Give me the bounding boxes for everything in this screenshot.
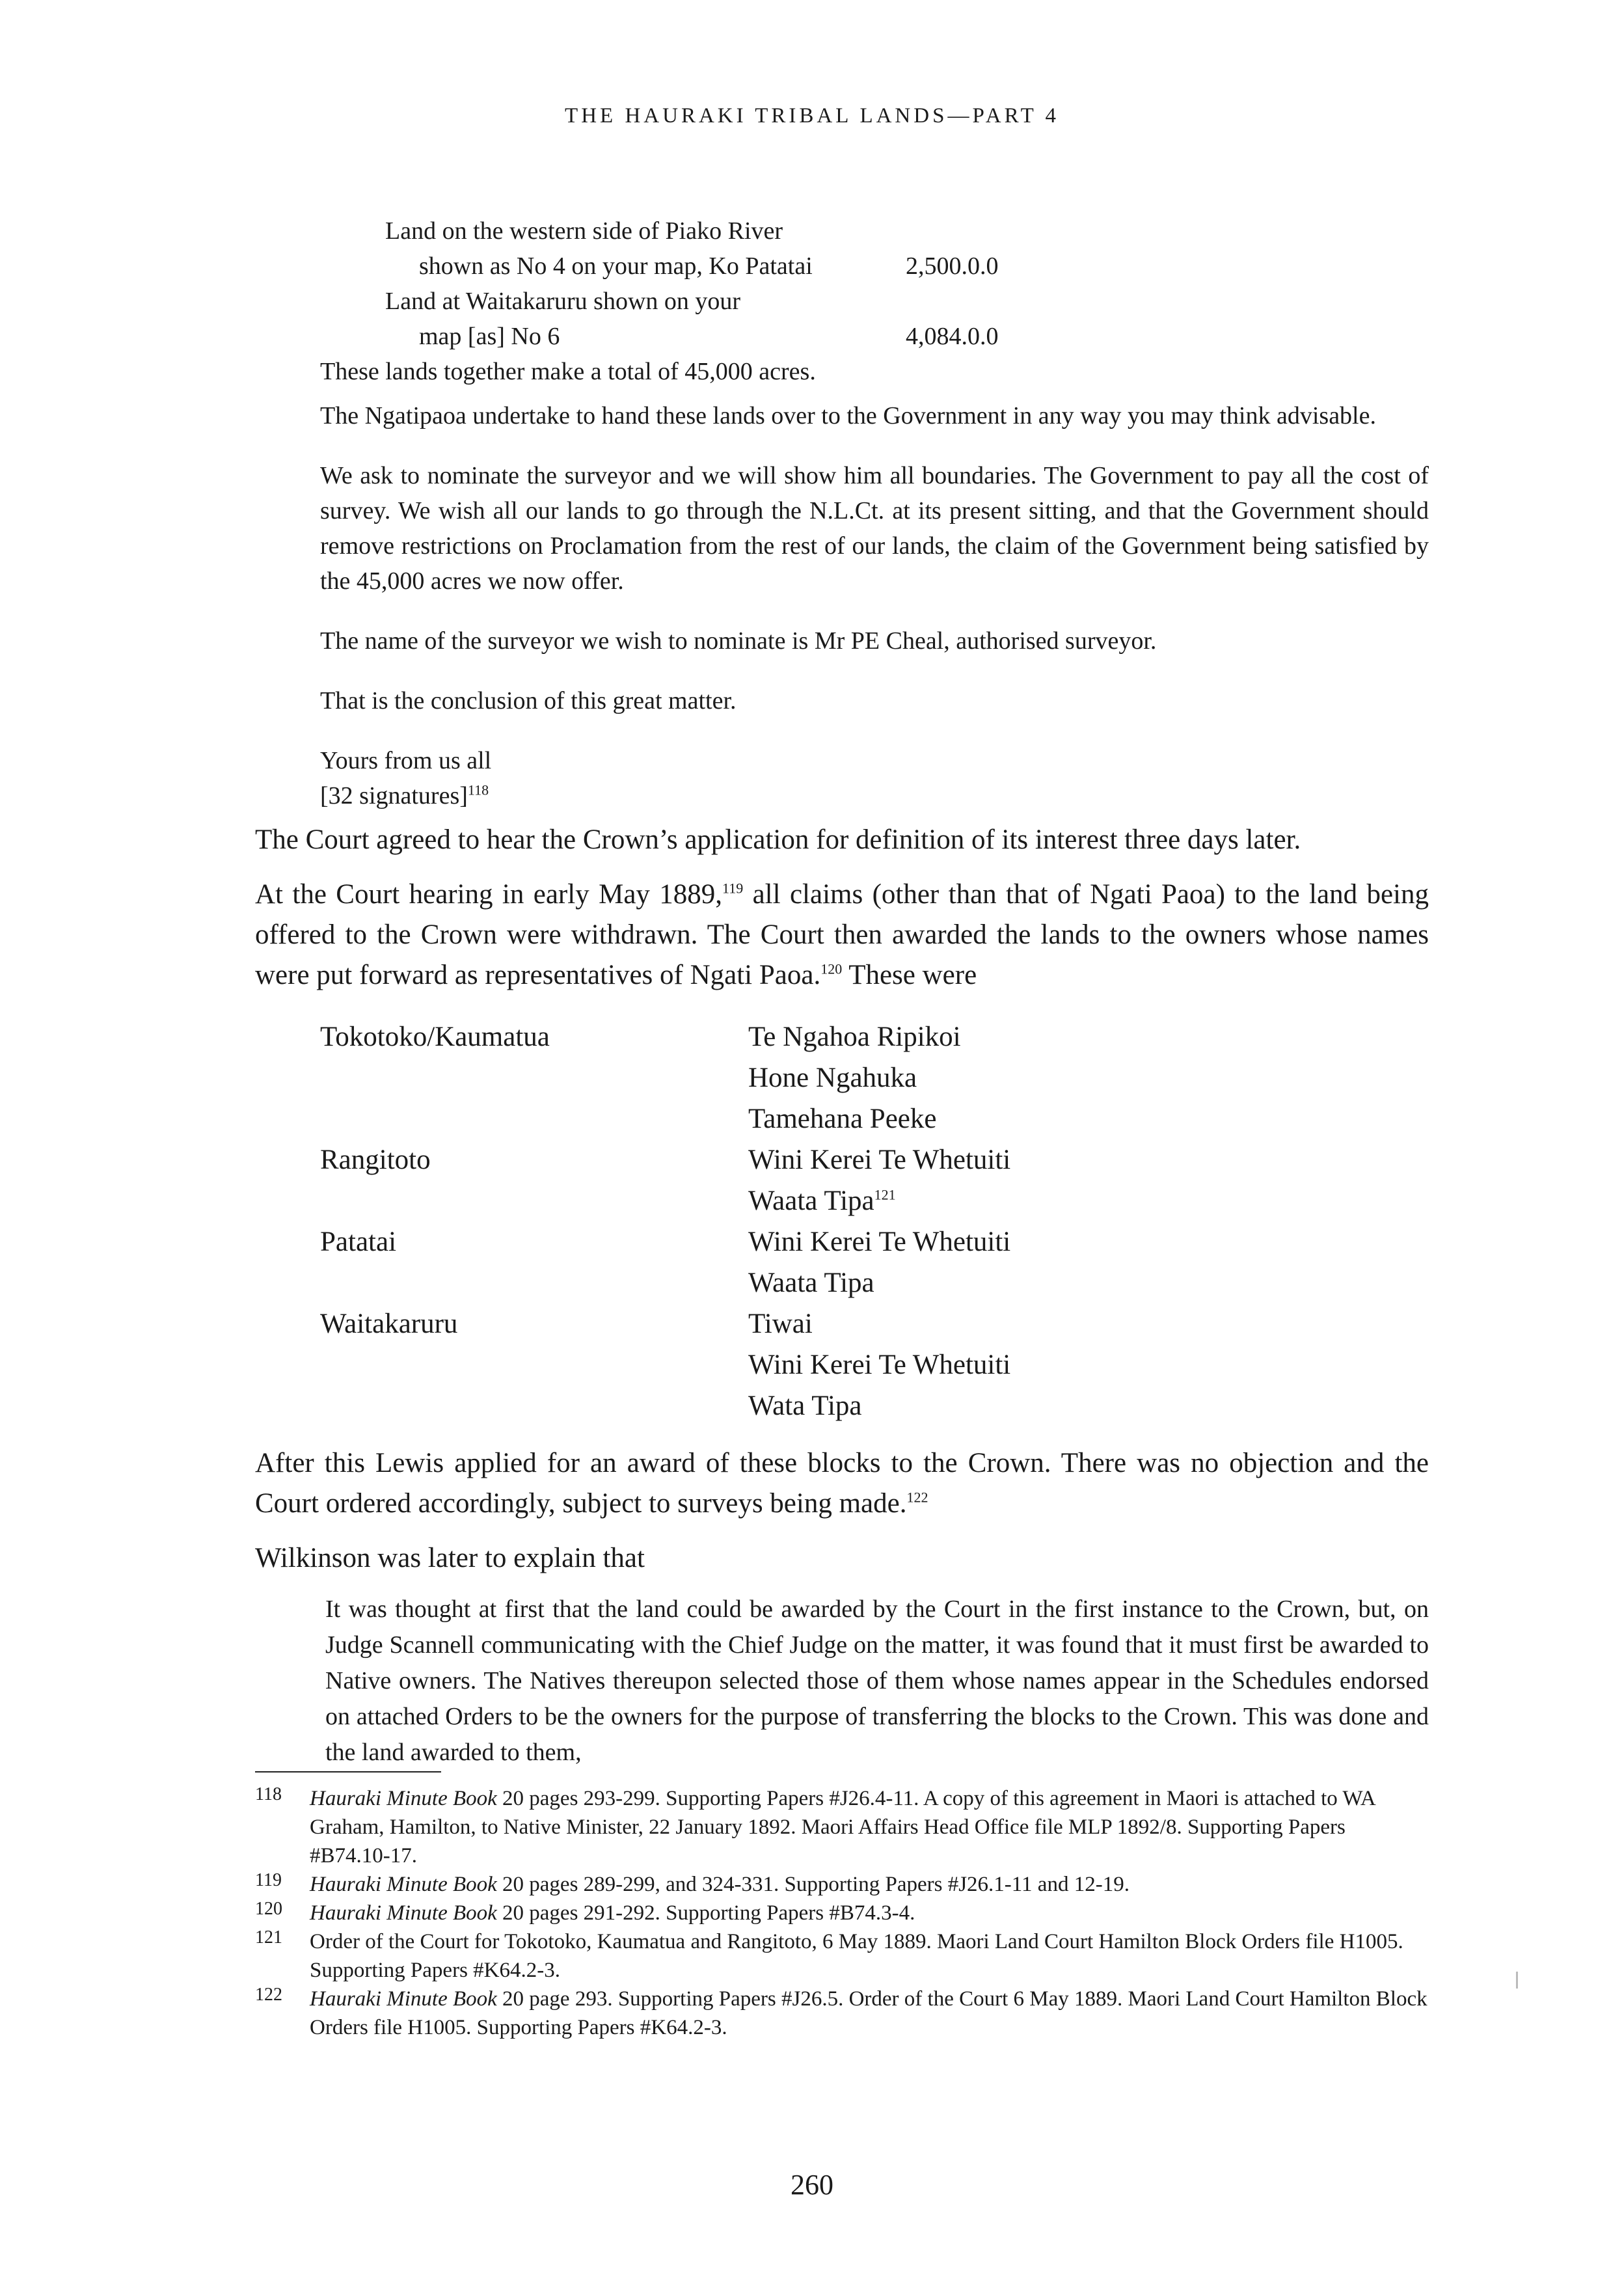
- quote-line-amount: 4,084.0.0: [906, 323, 999, 350]
- paragraph-court-hearing: [255, 875, 1429, 996]
- paragraph-text: all claims (other than that of Ngati Paoa) to the land being offered to the Crown were withdrawn. The Court then awarded the lands to the owners whose names were put forward as representatives of Ngati Paoa.: [255, 879, 1429, 990]
- owner-name: [748, 1221, 1010, 1262]
- signatures-text: [32 signatures]: [320, 782, 468, 809]
- body-text-lower: [255, 1443, 1429, 1579]
- footnote-text: 20 pages 293-299. Supporting Papers #J26.4-11. A copy of this agreement in Maori is attached to WA Graham, Hamilton, to Native Minister, 22 January 1892. Maori Affairs Head Office file MLP 1892/8. Supporting Papers #B74.10-17.: [310, 1787, 1375, 1868]
- footnote-source: Hauraki Minute Book: [310, 1873, 497, 1896]
- footnote: [255, 1870, 1429, 1899]
- signatures-line: [320, 778, 1429, 813]
- footnote-text: 20 pages 289-299, and 324-331. Supporting Papers #J26.1-11 and 12-19.: [496, 1873, 1130, 1896]
- wilkinson-quote: It was thought at first that the land could be awarded by the Court in the first instance to the Crown, but, on Judge Scannell communicating with the Chief Judge on the matter, it was found that it must first be awarded to Native owners. The Natives thereupon selected those of them whose names appear in the Schedules endorsed on attached Orders to be the owners for the purpose of transferring the blocks to the Crown. This was done and the land awarded to them,: [325, 1596, 1429, 1766]
- quote-line: [320, 319, 1429, 354]
- quote-total-text: These lands together make a total of 45,000 acres.: [320, 358, 816, 385]
- quote-line-label: map [as] No 6: [419, 323, 560, 350]
- owner-name-text: Hone Ngahuka: [748, 1063, 917, 1093]
- quote-line: [320, 249, 1429, 284]
- sign-off: Yours from us all: [320, 747, 492, 774]
- footnote-text: 20 pages 291-292. Supporting Papers #B74.3-4.: [496, 1901, 915, 1925]
- paragraph-lewis: [255, 1443, 1429, 1524]
- quote-line-label: Land on the western side of Piako River: [385, 217, 783, 245]
- owner-name-text: Waata Tipa: [748, 1268, 874, 1298]
- footnote-ref: 122: [906, 1489, 928, 1506]
- quote-line-label: shown as No 4 on your map, Ko Patatai: [419, 252, 813, 280]
- footnote-text: Order of the Court for Tokotoko, Kaumatua and Rangitoto, 6 May 1889. Maori Land Court Hamilton Block Orders file H1005. Supporting Papers #K64.2-3.: [310, 1930, 1403, 1982]
- paragraph-text: At the Court hearing in early May 1889,: [255, 879, 723, 910]
- footnotes: [255, 1784, 1429, 2042]
- body-text-upper: [255, 820, 1429, 996]
- paragraph-court-agreed: The Court agreed to hear the Crown’s application for definition of its interest three days later.: [255, 824, 1301, 855]
- quote-paragraph: The name of the surveyor we wish to nominate is Mr PE Cheal, authorised surveyor.: [320, 627, 1157, 655]
- quote-paragraph: We ask to nominate the surveyor and we will show him all boundaries. The Government to pay all the cost of survey. We wish all our lands to go through the N.L.Ct. at its present sitting, and that the Government should remove restrictions on Proclamation from the rest of our lands, the claim of the Government being satisfied by the 45,000 acres we now offer.: [320, 462, 1429, 595]
- footnote-number: 118: [255, 1784, 282, 1804]
- footnote-text: 20 page 293. Supporting Papers #J26.5. Order of the Court 6 May 1889. Maori Land Court Hamilton Block Orders file H1005. Supporting Papers #K64.2-3.: [310, 1987, 1428, 2039]
- quote-line-label: Land at Waitakaruru shown on your: [385, 288, 741, 315]
- footnote-ref: 120: [820, 960, 843, 977]
- quote-paragraph: The Ngatipaoa undertake to hand these lands over to the Government in any way you may think advisable.: [320, 402, 1376, 429]
- quote-paragraph: That is the conclusion of this great matter.: [320, 687, 737, 714]
- owner-name: [748, 1385, 862, 1426]
- owner-name: [748, 1344, 1010, 1385]
- block-name: Rangitoto: [320, 1145, 431, 1175]
- owner-name: [748, 1180, 896, 1221]
- footnote-number: 120: [255, 1899, 282, 1919]
- block-name: Waitakaruru: [320, 1309, 458, 1339]
- owner-name: [748, 1057, 917, 1098]
- owner-name-text: Te Ngahoa Ripikoi: [748, 1022, 961, 1052]
- footnote-ref: 118: [467, 781, 489, 798]
- footnote-ref: 119: [722, 880, 744, 897]
- owner-name-text: Wini Kerei Te Whetuiti: [748, 1227, 1011, 1257]
- quote-line-amount: 2,500.0.0: [906, 252, 999, 280]
- quote-line: [320, 213, 1429, 249]
- paragraph-wilkinson: Wilkinson was later to explain that: [255, 1543, 645, 1573]
- footnote: [255, 1985, 1429, 2042]
- owner-name-text: Wata Tipa: [748, 1391, 862, 1421]
- footnote-number: 119: [255, 1870, 282, 1890]
- owner-name: [748, 1139, 1010, 1180]
- owner-name-text: Tamehana Peeke: [748, 1104, 937, 1134]
- owner-name-text: Waata Tipa: [748, 1186, 874, 1216]
- owner-name: [748, 1262, 874, 1303]
- owner-name: [748, 1016, 961, 1057]
- owner-name: [748, 1303, 813, 1344]
- paragraph-text: These were: [842, 960, 977, 990]
- quote-total: [320, 354, 1429, 389]
- block-name: Tokotoko/Kaumatua: [320, 1022, 550, 1052]
- footnote: [255, 1927, 1429, 1985]
- page-number: 260: [791, 2169, 833, 2201]
- paragraph-text: After this Lewis applied for an award of these blocks to the Crown. There was no objection and the Court ordered accordingly, subject to surveys being made.: [255, 1448, 1429, 1519]
- footnote-number: 121: [255, 1927, 282, 1948]
- owner-name-text: Tiwai: [748, 1309, 813, 1339]
- quoted-letter: [320, 213, 1429, 813]
- footnote-source: Hauraki Minute Book: [310, 1787, 497, 1810]
- footnote: [255, 1784, 1429, 1870]
- footnote-divider: [255, 1771, 441, 1773]
- footnote: [255, 1899, 1429, 1927]
- scan-mark: [1516, 1972, 1518, 1989]
- footnote-source: Hauraki Minute Book: [310, 1987, 497, 2011]
- block-name: Patatai: [320, 1227, 397, 1257]
- footnote-ref: 121: [874, 1186, 896, 1203]
- owner-name-text: Wini Kerei Te Whetuiti: [748, 1350, 1011, 1380]
- footnote-source: Hauraki Minute Book: [310, 1901, 497, 1925]
- running-head: THE HAURAKI TRIBAL LANDS—PART 4: [565, 104, 1059, 128]
- footnote-number: 122: [255, 1985, 282, 2005]
- quote-line: [320, 284, 1429, 319]
- owner-name-text: Wini Kerei Te Whetuiti: [748, 1145, 1011, 1175]
- owner-name: [748, 1098, 936, 1139]
